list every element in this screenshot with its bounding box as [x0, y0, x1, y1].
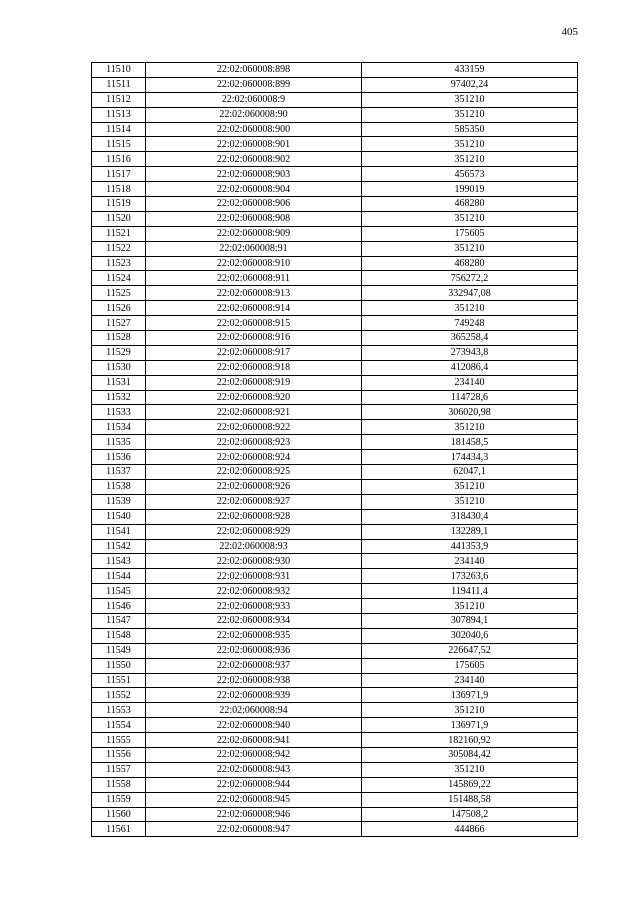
value-cell: 351210: [362, 599, 578, 614]
value-cell: 351210: [362, 92, 578, 107]
row-number-cell: 11533: [92, 405, 146, 420]
table-row: [92, 107, 578, 122]
value-cell: 175605: [362, 226, 578, 241]
cadastral-number-cell: 22:02:060008:903: [146, 167, 362, 182]
value-cell: 132289,1: [362, 524, 578, 539]
table-row: [92, 479, 578, 494]
table-row: [92, 256, 578, 271]
value-cell: 351210: [362, 152, 578, 167]
cadastral-number-cell: 22:02:060008:93: [146, 539, 362, 554]
row-number-cell: 11556: [92, 747, 146, 762]
value-cell: 199019: [362, 182, 578, 197]
value-cell: 145869,22: [362, 777, 578, 792]
cadastral-number-cell: 22:02:060008:906: [146, 197, 362, 212]
row-number-cell: 11547: [92, 613, 146, 628]
row-number-cell: 11524: [92, 271, 146, 286]
cadastral-number-cell: 22:02:060008:898: [146, 63, 362, 78]
row-number-cell: 11531: [92, 375, 146, 390]
cadastral-number-cell: 22:02:060008:947: [146, 822, 362, 837]
row-number-cell: 11532: [92, 390, 146, 405]
row-number-cell: 11544: [92, 569, 146, 584]
cadastral-number-cell: 22:02:060008:90: [146, 107, 362, 122]
row-number-cell: 11525: [92, 286, 146, 301]
cadastral-number-cell: 22:02:060008:901: [146, 137, 362, 152]
row-number-cell: 11530: [92, 360, 146, 375]
table-row: [92, 137, 578, 152]
table-row: [92, 628, 578, 643]
table-row: [92, 733, 578, 748]
row-number-cell: 11539: [92, 494, 146, 509]
cadastral-number-cell: 22:02:060008:915: [146, 316, 362, 331]
row-number-cell: 11561: [92, 822, 146, 837]
cadastral-value-table: [91, 62, 578, 837]
row-number-cell: 11516: [92, 152, 146, 167]
table-row: [92, 807, 578, 822]
row-number-cell: 11553: [92, 703, 146, 718]
row-number-cell: 11514: [92, 122, 146, 137]
value-cell: 114728,6: [362, 390, 578, 405]
table-row: [92, 271, 578, 286]
value-cell: 585350: [362, 122, 578, 137]
table-row: [92, 331, 578, 346]
value-cell: 351210: [362, 703, 578, 718]
row-number-cell: 11513: [92, 107, 146, 122]
row-number-cell: 11538: [92, 479, 146, 494]
table-row: [92, 405, 578, 420]
cadastral-number-cell: 22:02:060008:932: [146, 584, 362, 599]
table-row: [92, 360, 578, 375]
value-cell: 302040,6: [362, 628, 578, 643]
table-row: [92, 92, 578, 107]
value-cell: 351210: [362, 420, 578, 435]
row-number-cell: 11552: [92, 688, 146, 703]
cadastral-number-cell: 22:02:060008:94: [146, 703, 362, 718]
table-row: [92, 539, 578, 554]
row-number-cell: 11535: [92, 435, 146, 450]
cadastral-number-cell: 22:02:060008:925: [146, 465, 362, 480]
table-row: [92, 658, 578, 673]
value-cell: 412086,4: [362, 360, 578, 375]
table-row: [92, 316, 578, 331]
value-cell: 234140: [362, 375, 578, 390]
value-cell: 351210: [362, 479, 578, 494]
cadastral-number-cell: 22:02:060008:931: [146, 569, 362, 584]
cadastral-number-cell: 22:02:060008:899: [146, 77, 362, 92]
cadastral-number-cell: 22:02:060008:914: [146, 301, 362, 316]
value-cell: 119411,4: [362, 584, 578, 599]
row-number-cell: 11559: [92, 792, 146, 807]
row-number-cell: 11515: [92, 137, 146, 152]
value-cell: 318430,4: [362, 509, 578, 524]
value-cell: 136971,9: [362, 688, 578, 703]
row-number-cell: 11555: [92, 733, 146, 748]
cadastral-number-cell: 22:02:060008:921: [146, 405, 362, 420]
cadastral-number-cell: 22:02:060008:902: [146, 152, 362, 167]
cadastral-number-cell: 22:02:060008:938: [146, 673, 362, 688]
cadastral-number-cell: 22:02:060008:927: [146, 494, 362, 509]
table-row: [92, 182, 578, 197]
cadastral-number-cell: 22:02:060008:922: [146, 420, 362, 435]
table-row: [92, 703, 578, 718]
table-row: [92, 301, 578, 316]
row-number-cell: 11545: [92, 584, 146, 599]
cadastral-number-cell: 22:02:060008:923: [146, 435, 362, 450]
table-row: [92, 197, 578, 212]
value-cell: 147508,2: [362, 807, 578, 822]
cadastral-number-cell: 22:02:060008:910: [146, 256, 362, 271]
table-row: [92, 286, 578, 301]
table-row: [92, 509, 578, 524]
row-number-cell: 11536: [92, 450, 146, 465]
value-cell: 332947,08: [362, 286, 578, 301]
table-row: [92, 450, 578, 465]
cadastral-number-cell: 22:02:060008:936: [146, 643, 362, 658]
cadastral-number-cell: 22:02:060008:919: [146, 375, 362, 390]
page-number: 405: [561, 26, 578, 38]
cadastral-number-cell: 22:02:060008:942: [146, 747, 362, 762]
value-cell: 234140: [362, 673, 578, 688]
cadastral-number-cell: 22:02:060008:937: [146, 658, 362, 673]
table-row: [92, 167, 578, 182]
row-number-cell: 11518: [92, 182, 146, 197]
table-row: [92, 777, 578, 792]
table-row: [92, 494, 578, 509]
value-cell: 749248: [362, 316, 578, 331]
table-row: [92, 643, 578, 658]
cadastral-number-cell: 22:02:060008:920: [146, 390, 362, 405]
cadastral-number-cell: 22:02:060008:913: [146, 286, 362, 301]
cadastral-number-cell: 22:02:060008:924: [146, 450, 362, 465]
table-row: [92, 584, 578, 599]
value-cell: 351210: [362, 137, 578, 152]
cadastral-number-cell: 22:02:060008:918: [146, 360, 362, 375]
table-row: [92, 792, 578, 807]
value-cell: 351210: [362, 211, 578, 226]
value-cell: 97402,24: [362, 77, 578, 92]
value-cell: 351210: [362, 494, 578, 509]
table-row: [92, 569, 578, 584]
row-number-cell: 11519: [92, 197, 146, 212]
row-number-cell: 11557: [92, 762, 146, 777]
table-row: [92, 390, 578, 405]
row-number-cell: 11520: [92, 211, 146, 226]
table-row: [92, 688, 578, 703]
value-cell: 174434,3: [362, 450, 578, 465]
value-cell: 351210: [362, 301, 578, 316]
row-number-cell: 11551: [92, 673, 146, 688]
table-row: [92, 122, 578, 137]
table-row: [92, 822, 578, 837]
cadastral-number-cell: 22:02:060008:934: [146, 613, 362, 628]
table-row: [92, 63, 578, 78]
table-row: [92, 420, 578, 435]
row-number-cell: 11521: [92, 226, 146, 241]
table-row: [92, 747, 578, 762]
value-cell: 151488,58: [362, 792, 578, 807]
cadastral-number-cell: 22:02:060008:946: [146, 807, 362, 822]
table-row: [92, 762, 578, 777]
value-cell: 365258,4: [362, 331, 578, 346]
table-row: [92, 375, 578, 390]
value-cell: 306020,98: [362, 405, 578, 420]
row-number-cell: 11523: [92, 256, 146, 271]
value-cell: 175605: [362, 658, 578, 673]
row-number-cell: 11558: [92, 777, 146, 792]
value-cell: 173263,6: [362, 569, 578, 584]
table-row: [92, 241, 578, 256]
cadastral-number-cell: 22:02:060008:916: [146, 331, 362, 346]
row-number-cell: 11537: [92, 465, 146, 480]
cadastral-number-cell: 22:02:060008:909: [146, 226, 362, 241]
value-cell: 468280: [362, 256, 578, 271]
row-number-cell: 11511: [92, 77, 146, 92]
row-number-cell: 11528: [92, 331, 146, 346]
table-row: [92, 345, 578, 360]
table-row: [92, 152, 578, 167]
table-body: [92, 63, 578, 837]
value-cell: 456573: [362, 167, 578, 182]
row-number-cell: 11554: [92, 718, 146, 733]
row-number-cell: 11549: [92, 643, 146, 658]
value-cell: 468280: [362, 197, 578, 212]
cadastral-number-cell: 22:02:060008:928: [146, 509, 362, 524]
cadastral-number-cell: 22:02:060008:933: [146, 599, 362, 614]
cadastral-number-cell: 22:02:060008:935: [146, 628, 362, 643]
value-cell: 444866: [362, 822, 578, 837]
cadastral-number-cell: 22:02:060008:940: [146, 718, 362, 733]
row-number-cell: 11529: [92, 345, 146, 360]
table-row: [92, 211, 578, 226]
value-cell: 351210: [362, 107, 578, 122]
value-cell: 307894,1: [362, 613, 578, 628]
value-cell: 136971,9: [362, 718, 578, 733]
table-row: [92, 613, 578, 628]
cadastral-number-cell: 22:02:060008:929: [146, 524, 362, 539]
table-row: [92, 599, 578, 614]
row-number-cell: 11534: [92, 420, 146, 435]
value-cell: 441353,9: [362, 539, 578, 554]
value-cell: 226647,52: [362, 643, 578, 658]
cadastral-number-cell: 22:02:060008:926: [146, 479, 362, 494]
table-row: [92, 465, 578, 480]
row-number-cell: 11560: [92, 807, 146, 822]
value-cell: 351210: [362, 241, 578, 256]
value-cell: 182160,92: [362, 733, 578, 748]
cadastral-number-cell: 22:02:060008:945: [146, 792, 362, 807]
cadastral-number-cell: 22:02:060008:908: [146, 211, 362, 226]
value-cell: 273943,8: [362, 345, 578, 360]
table-row: [92, 435, 578, 450]
row-number-cell: 11510: [92, 63, 146, 78]
table-row: [92, 718, 578, 733]
row-number-cell: 11517: [92, 167, 146, 182]
cadastral-number-cell: 22:02:060008:91: [146, 241, 362, 256]
row-number-cell: 11522: [92, 241, 146, 256]
row-number-cell: 11540: [92, 509, 146, 524]
value-cell: 756272,2: [362, 271, 578, 286]
row-number-cell: 11512: [92, 92, 146, 107]
table-row: [92, 554, 578, 569]
cadastral-number-cell: 22:02:060008:943: [146, 762, 362, 777]
cadastral-number-cell: 22:02:060008:944: [146, 777, 362, 792]
value-cell: 433159: [362, 63, 578, 78]
row-number-cell: 11543: [92, 554, 146, 569]
value-cell: 181458,5: [362, 435, 578, 450]
cadastral-number-cell: 22:02:060008:900: [146, 122, 362, 137]
value-cell: 305084,42: [362, 747, 578, 762]
table-row: [92, 524, 578, 539]
row-number-cell: 11550: [92, 658, 146, 673]
row-number-cell: 11548: [92, 628, 146, 643]
row-number-cell: 11526: [92, 301, 146, 316]
row-number-cell: 11542: [92, 539, 146, 554]
table-row: [92, 77, 578, 92]
row-number-cell: 11541: [92, 524, 146, 539]
table-row: [92, 226, 578, 241]
value-cell: 351210: [362, 762, 578, 777]
cadastral-number-cell: 22:02:060008:939: [146, 688, 362, 703]
cadastral-number-cell: 22:02:060008:941: [146, 733, 362, 748]
value-cell: 62047,1: [362, 465, 578, 480]
table-row: [92, 673, 578, 688]
cadastral-number-cell: 22:02:060008:904: [146, 182, 362, 197]
row-number-cell: 11527: [92, 316, 146, 331]
row-number-cell: 11546: [92, 599, 146, 614]
cadastral-number-cell: 22:02:060008:9: [146, 92, 362, 107]
cadastral-number-cell: 22:02:060008:930: [146, 554, 362, 569]
cadastral-number-cell: 22:02:060008:917: [146, 345, 362, 360]
value-cell: 234140: [362, 554, 578, 569]
cadastral-number-cell: 22:02:060008:911: [146, 271, 362, 286]
